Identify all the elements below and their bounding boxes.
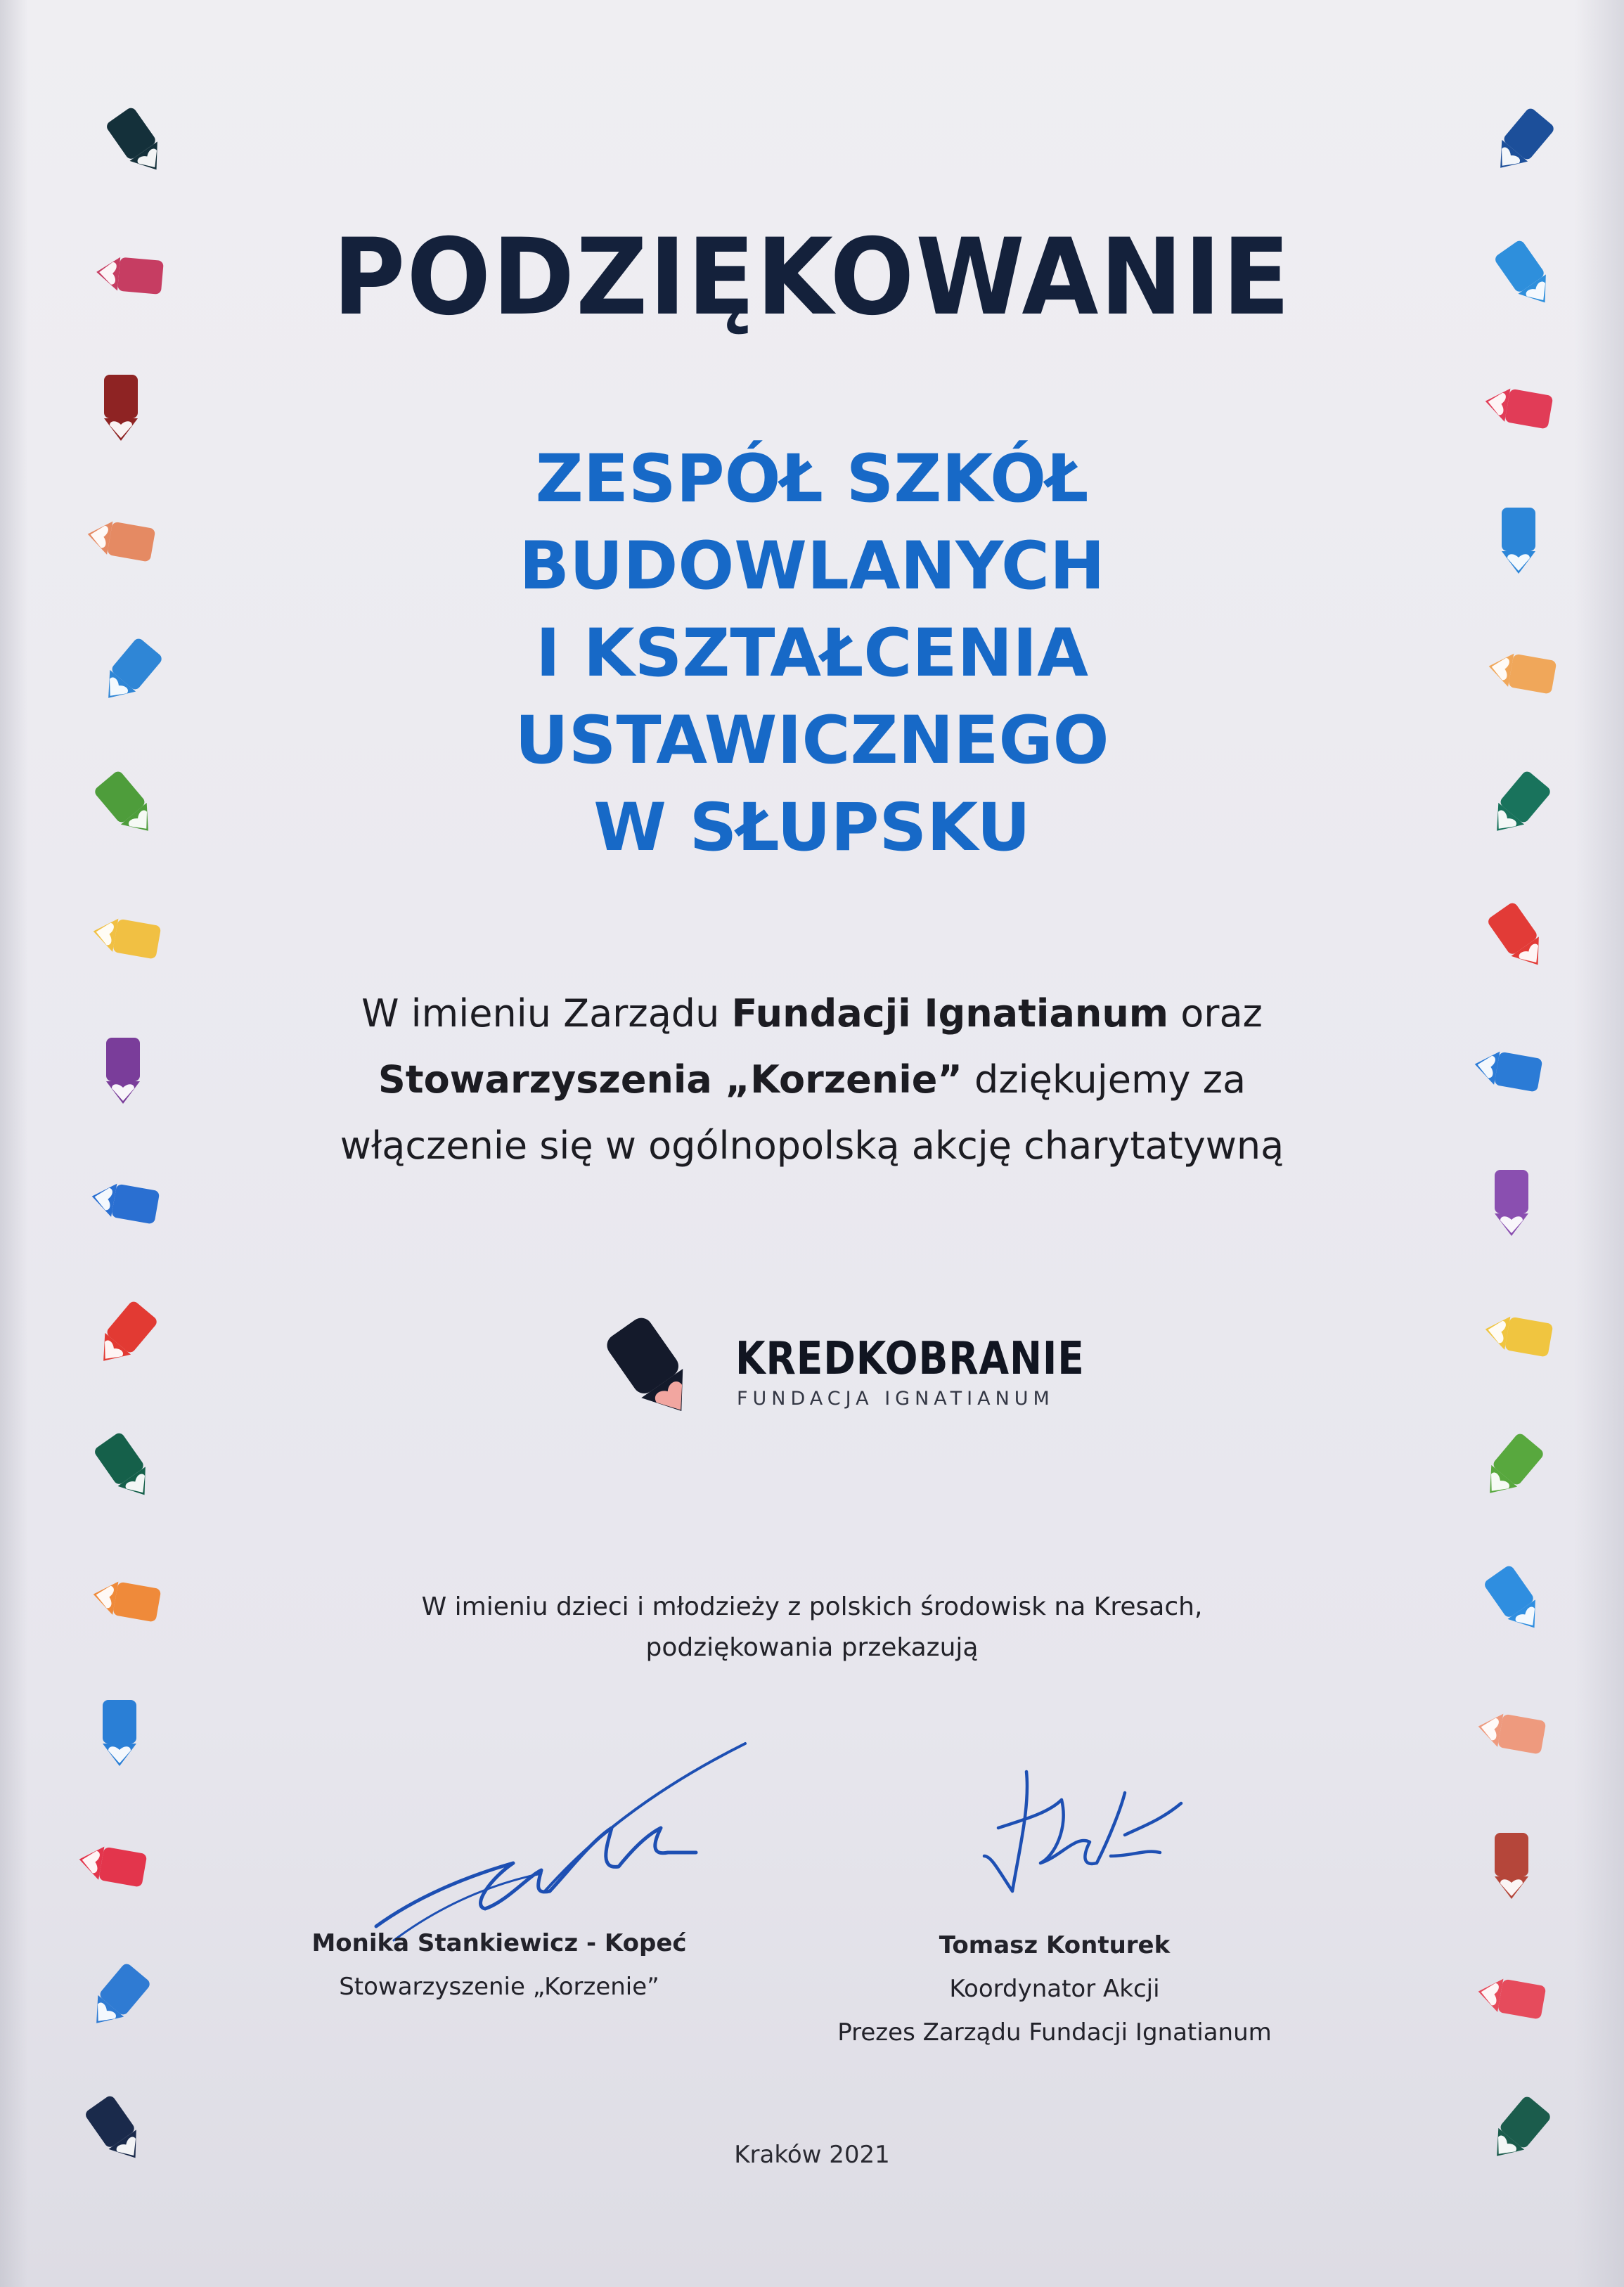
note-line: podziękowania przekazują <box>645 1633 979 1662</box>
recipient-name <box>0 436 1624 872</box>
pencil-icon <box>77 1690 162 1774</box>
message-line-3: włączenie się w ogólnopolską akcję charytatywną <box>340 1123 1284 1168</box>
message-text: oraz <box>1180 991 1263 1036</box>
pencil-icon <box>95 100 179 184</box>
recipient-line: I KSZTAŁCENIA <box>536 615 1088 692</box>
recipient-line: W SŁUPSKU <box>593 790 1031 866</box>
kredkobranie-logo <box>596 1313 1085 1426</box>
note-line: W imieniu dzieci i młodzieży z polskich środowisk na Kresach, <box>421 1592 1203 1621</box>
pencil-logo-icon <box>596 1313 709 1426</box>
pencil-icon <box>84 895 169 979</box>
recipient-line: ZESPÓŁ SZKÓŁ <box>535 441 1089 517</box>
signatory-role: Prezes Zarządu Fundacji Ignatianum <box>837 2018 1272 2047</box>
message-line-1 <box>0 981 1624 1047</box>
association-name: Stowarzyszenia „Korzenie” <box>378 1057 962 1102</box>
pencil-icon <box>1469 1425 1554 1509</box>
pencil-icon <box>83 1425 167 1509</box>
foundation-name: Fundacji Ignatianum <box>731 991 1169 1036</box>
message-text: dziękujemy za <box>974 1057 1246 1102</box>
signatory-left <box>288 1921 710 2009</box>
pencil-icon <box>1469 1690 1554 1774</box>
place-and-date: Kraków 2021 <box>734 2141 890 2169</box>
pencil-icon <box>1469 1823 1554 1907</box>
recipient-line: BUDOWLANYCH <box>519 528 1105 605</box>
signatory-role: Koordynator Akcji <box>949 1975 1160 2003</box>
signatory-name: Tomasz Konturek <box>939 1931 1171 1959</box>
pencil-icon <box>76 1955 160 2040</box>
pencil-icon <box>70 1823 155 1907</box>
pencil-icon <box>1480 100 1564 184</box>
page-title: PODZIĘKOWANIE <box>333 217 1291 339</box>
handwritten-signature-right <box>970 1751 1195 1912</box>
signatory-name: Monika Stankiewicz - Kopeć <box>311 1929 687 1957</box>
logo-name: KREDKOBRANIE <box>735 1333 1085 1385</box>
pencil-icon <box>83 1293 167 1377</box>
children-note <box>0 1587 1624 1668</box>
message-text: W imieniu Zarządu <box>361 991 720 1036</box>
pencil-icon <box>1476 895 1561 979</box>
signatory-right <box>808 1924 1301 2054</box>
recipient-line: USTAWICZNEGO <box>515 702 1109 779</box>
pencil-icon <box>1469 1955 1554 2040</box>
pencil-icon <box>1476 1293 1561 1377</box>
signatory-role: Stowarzyszenie „Korzenie” <box>339 1973 659 2001</box>
message-line-2 <box>0 1047 1624 1113</box>
thank-you-message <box>0 981 1624 1179</box>
logo-subtitle: FUNDACJA IGNATIANUM <box>737 1388 1055 1410</box>
